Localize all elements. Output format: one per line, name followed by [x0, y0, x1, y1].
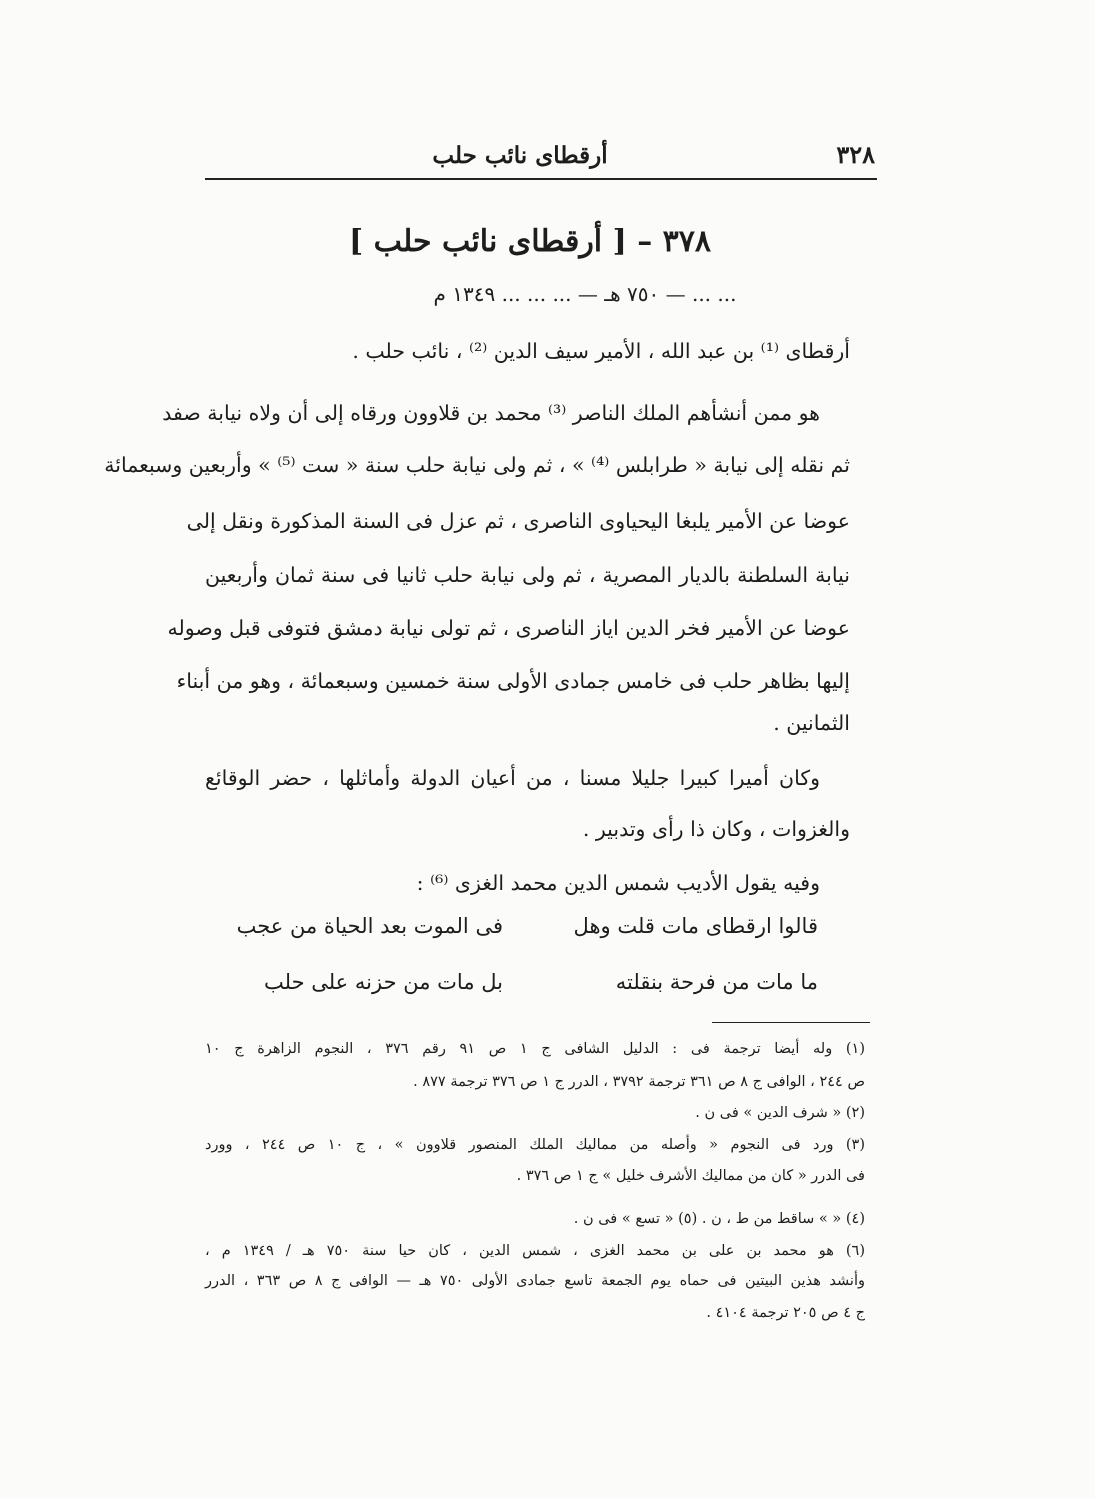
footnote-line: (٢) « شرف الدين » فى ن . [695, 1105, 865, 1121]
verse-first-hemistich: ما مات من فرحة بنقلته [615, 970, 818, 994]
body-line: والغزوات ، وكان ذا رأى وتدبير . [582, 817, 850, 841]
footnote-line: (١) وله أيضا ترجمة فى : الدليل الشافى ج ١ ص ٩١ رقم ٣٧٦ ، النجوم الزاهرة ج ١٠ [205, 1041, 865, 1057]
verse-first-hemistich: قالوا ارقطاى مات قلت وهل [573, 914, 818, 938]
poem-intro: وفيه يقول الأديب شمس الدين محمد الغزى ⁽⁶⁾ : [416, 871, 820, 895]
header-rule [205, 178, 877, 180]
entry-dates: ... ... — ٧٥٠ هـ — ... ... ... ١٣٤٩ م [433, 282, 737, 306]
footnote-line: ص ٢٤٤ ، الوافى ج ٨ ص ٣٦١ ترجمة ٣٧٩٢ ، الدرر ج ١ ص ٣٧٦ ترجمة ٨٧٧ . [413, 1074, 865, 1090]
verse-second-hemistich: فى الموت بعد الحياة من عجب [236, 914, 503, 938]
footnote-rule [712, 1022, 870, 1023]
running-title: أرقطاى نائب حلب [432, 142, 608, 169]
body-line: هو ممن أنشأهم الملك الناصر ⁽³⁾ محمد بن قلاوون ورقاه إلى أن ولاه نيابة صفد [162, 401, 820, 425]
body-line: عوضا عن الأمير يلبغا اليحياوى الناصرى ، ثم عزل فى السنة المذكورة ونقل إلى [186, 509, 850, 533]
verse-second-hemistich: بل مات من حزنه على حلب [264, 970, 503, 994]
body-line: نيابة السلطنة بالديار المصرية ، ثم ولى نيابة حلب ثانيا فى سنة ثمان وأربعين [205, 563, 850, 587]
footnote-line: وأنشد هذين البيتين فى حماه يوم الجمعة تاسع جمادى الأولى ٧٥٠ هـ — الوافى ج ٨ ص ٣٦٣ ، الدرر [205, 1273, 865, 1289]
body-line: عوضا عن الأمير فخر الدين اياز الناصرى ، ثم تولى نيابة دمشق فتوفى قبل وصوله [167, 616, 850, 640]
entry-title: ٣٧٨ – [ أرقطاى نائب حلب ] [348, 224, 712, 259]
body-line: إليها بظاهر حلب فى خامس جمادى الأولى سنة خمسين وسبعمائة ، وهو من أبناء [176, 669, 850, 693]
footnote-line: فى الدرر « كان من مماليك الأشرف خليل » ج ١ ص ٣٧٦ . [516, 1168, 865, 1184]
body-line: وكان أميرا كبيرا جليلا مسنا ، من أعيان الدولة وأماثلها ، حضر الوقائع [205, 766, 820, 790]
body-line: ثم نقله إلى نيابة « طرابلس ⁽⁴⁾ » ، ثم ولى نيابة حلب سنة « ست ⁽⁵⁾ » وأربعين وسبعمائة [104, 453, 850, 477]
page-number: ٣٢٨ [836, 140, 875, 169]
name-line: أرقطاى ⁽¹⁾ بن عبد الله ، الأمير سيف الدين ⁽²⁾ ، نائب حلب . [352, 339, 850, 363]
footnote-line: (٣) ورد فى النجوم « وأصله من مماليك الملك المنصور قلاوون » ، ج ١٠ ص ٢٤٤ ، وورد [205, 1137, 865, 1153]
footnote-line: ج ٤ ص ٢٠٥ ترجمة ٤١٠٤ . [706, 1305, 865, 1321]
footnote-line: (٤) « » ساقط من ط ، ن . (٥) « تسع » فى ن . [573, 1211, 865, 1227]
body-line: الثمانين . [773, 711, 850, 735]
footnote-line: (٦) هو محمد بن على بن محمد الغزى ، شمس الدين ، كان حيا سنة ٧٥٠ هـ / ١٣٤٩ م ، [205, 1243, 865, 1259]
